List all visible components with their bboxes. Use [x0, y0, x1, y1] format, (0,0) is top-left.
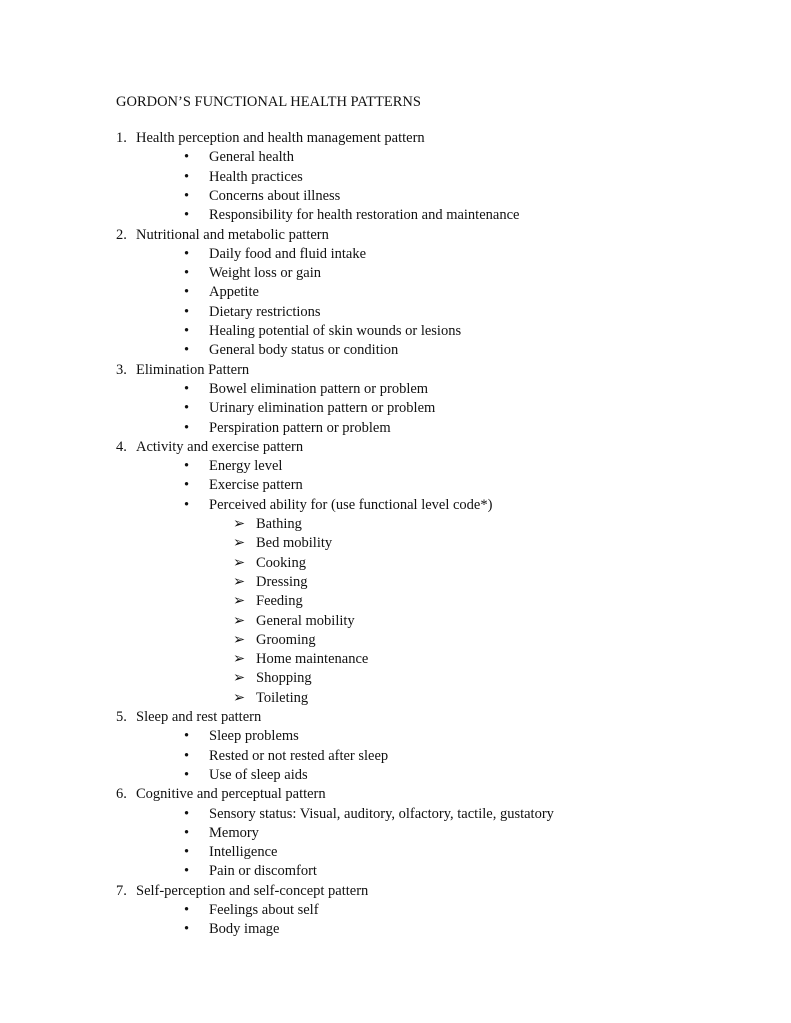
list-item: Bowel elimination pattern or problem	[209, 380, 429, 397]
section-number: 4.	[116, 438, 127, 455]
sub-list-item: Toileting	[256, 689, 309, 706]
bullet-icon: •	[184, 496, 190, 513]
bullet-icon: •	[184, 419, 190, 436]
arrow-bullet-icon: ➢	[233, 516, 246, 532]
list-item: Healing potential of skin wounds or lesions	[209, 323, 462, 339]
bullet-icon: •	[184, 168, 190, 185]
arrow-bullet-icon: ➢	[233, 593, 246, 610]
section-heading: Activity and exercise pattern	[136, 438, 304, 455]
sub-list-item: Home maintenance	[256, 651, 369, 668]
sub-list-item: Grooming	[256, 631, 316, 648]
list-item: Daily food and fluid intake	[209, 245, 367, 262]
arrow-bullet-icon: ➢	[233, 535, 246, 552]
list-item: Perspiration pattern or problem	[209, 419, 391, 436]
document-title: GORDON’S FUNCTIONAL HEALTH PATTERNS	[116, 94, 421, 110]
arrow-bullet-icon: ➢	[233, 554, 246, 571]
list-item: Pain or discomfort	[209, 863, 317, 880]
bullet-icon: •	[184, 902, 190, 918]
list-item: Use of sleep aids	[209, 766, 308, 783]
bullet-icon: •	[184, 477, 190, 494]
bullet-icon: •	[184, 921, 190, 938]
list-item: Rested or not rested after sleep	[209, 747, 389, 764]
arrow-bullet-icon: ➢	[233, 631, 246, 648]
bullet-icon: •	[184, 728, 190, 745]
bullet-icon: •	[184, 284, 190, 301]
sub-list-item: Feeding	[256, 593, 303, 610]
bullet-icon: •	[184, 149, 190, 166]
bullet-icon: •	[184, 458, 190, 475]
section-heading: Elimination Pattern	[136, 361, 250, 378]
list-item: Responsibility for health restoration and maintenance	[209, 207, 520, 224]
list-item: Urinary elimination pattern or problem	[209, 400, 436, 417]
bullet-icon: •	[184, 265, 190, 282]
section-number: 1.	[116, 130, 127, 146]
list-item: Exercise pattern	[209, 477, 303, 494]
list-item: Energy level	[209, 458, 283, 475]
sub-list-item: General mobility	[256, 612, 355, 629]
arrow-bullet-icon: ➢	[233, 651, 246, 668]
bullet-icon: •	[184, 245, 190, 262]
bullet-icon: •	[184, 863, 190, 880]
bullet-icon: •	[184, 380, 190, 397]
section-heading: Nutritional and metabolic pattern	[136, 226, 329, 243]
section-heading: Self-perception and self-concept pattern	[136, 882, 369, 899]
arrow-bullet-icon: ➢	[233, 573, 246, 590]
list-item: Perceived ability for (use functional level code*)	[209, 496, 493, 513]
list-item: Appetite	[209, 284, 259, 301]
section-number: 6.	[116, 786, 127, 803]
sub-list-item: Bed mobility	[256, 535, 333, 552]
bullet-icon: •	[184, 805, 190, 822]
bullet-icon: •	[184, 844, 190, 861]
list-item: Sleep problems	[209, 728, 299, 745]
section-heading: Sleep and rest pattern	[136, 709, 262, 725]
section-number: 5.	[116, 709, 127, 725]
sub-list-item: Shopping	[256, 670, 312, 687]
list-item: Feelings about self	[209, 902, 319, 918]
section-number: 3.	[116, 361, 127, 378]
bullet-icon: •	[184, 766, 190, 783]
section-heading: Cognitive and perceptual pattern	[136, 786, 326, 803]
bullet-icon: •	[184, 207, 190, 224]
sub-list-item: Cooking	[256, 554, 306, 571]
section-heading: Health perception and health management pattern	[136, 130, 425, 146]
list-item: Concerns about illness	[209, 187, 341, 204]
sub-list-item: Dressing	[256, 573, 308, 590]
bullet-icon: •	[184, 303, 190, 320]
list-item: Intelligence	[209, 844, 278, 861]
list-item: Health practices	[209, 168, 303, 185]
list-item: General body status or condition	[209, 342, 399, 359]
arrow-bullet-icon: ➢	[233, 612, 246, 629]
bullet-icon: •	[184, 747, 190, 764]
list-item: Weight loss or gain	[209, 265, 321, 282]
arrow-bullet-icon: ➢	[233, 689, 246, 706]
list-item: Body image	[209, 921, 280, 938]
sub-list-item: Bathing	[256, 516, 302, 532]
list-item: General health	[209, 149, 294, 166]
list-item: Sensory status: Visual, auditory, olfactory, tactile, gustatory	[209, 805, 554, 822]
list-item: Memory	[209, 824, 259, 841]
bullet-icon: •	[184, 824, 190, 841]
arrow-bullet-icon: ➢	[233, 670, 246, 687]
section-number: 2.	[116, 226, 127, 243]
bullet-icon: •	[184, 400, 190, 417]
bullet-icon: •	[184, 342, 190, 359]
bullet-icon: •	[184, 323, 190, 339]
list-item: Dietary restrictions	[209, 303, 321, 320]
section-number: 7.	[116, 882, 127, 899]
bullet-icon: •	[184, 187, 190, 204]
